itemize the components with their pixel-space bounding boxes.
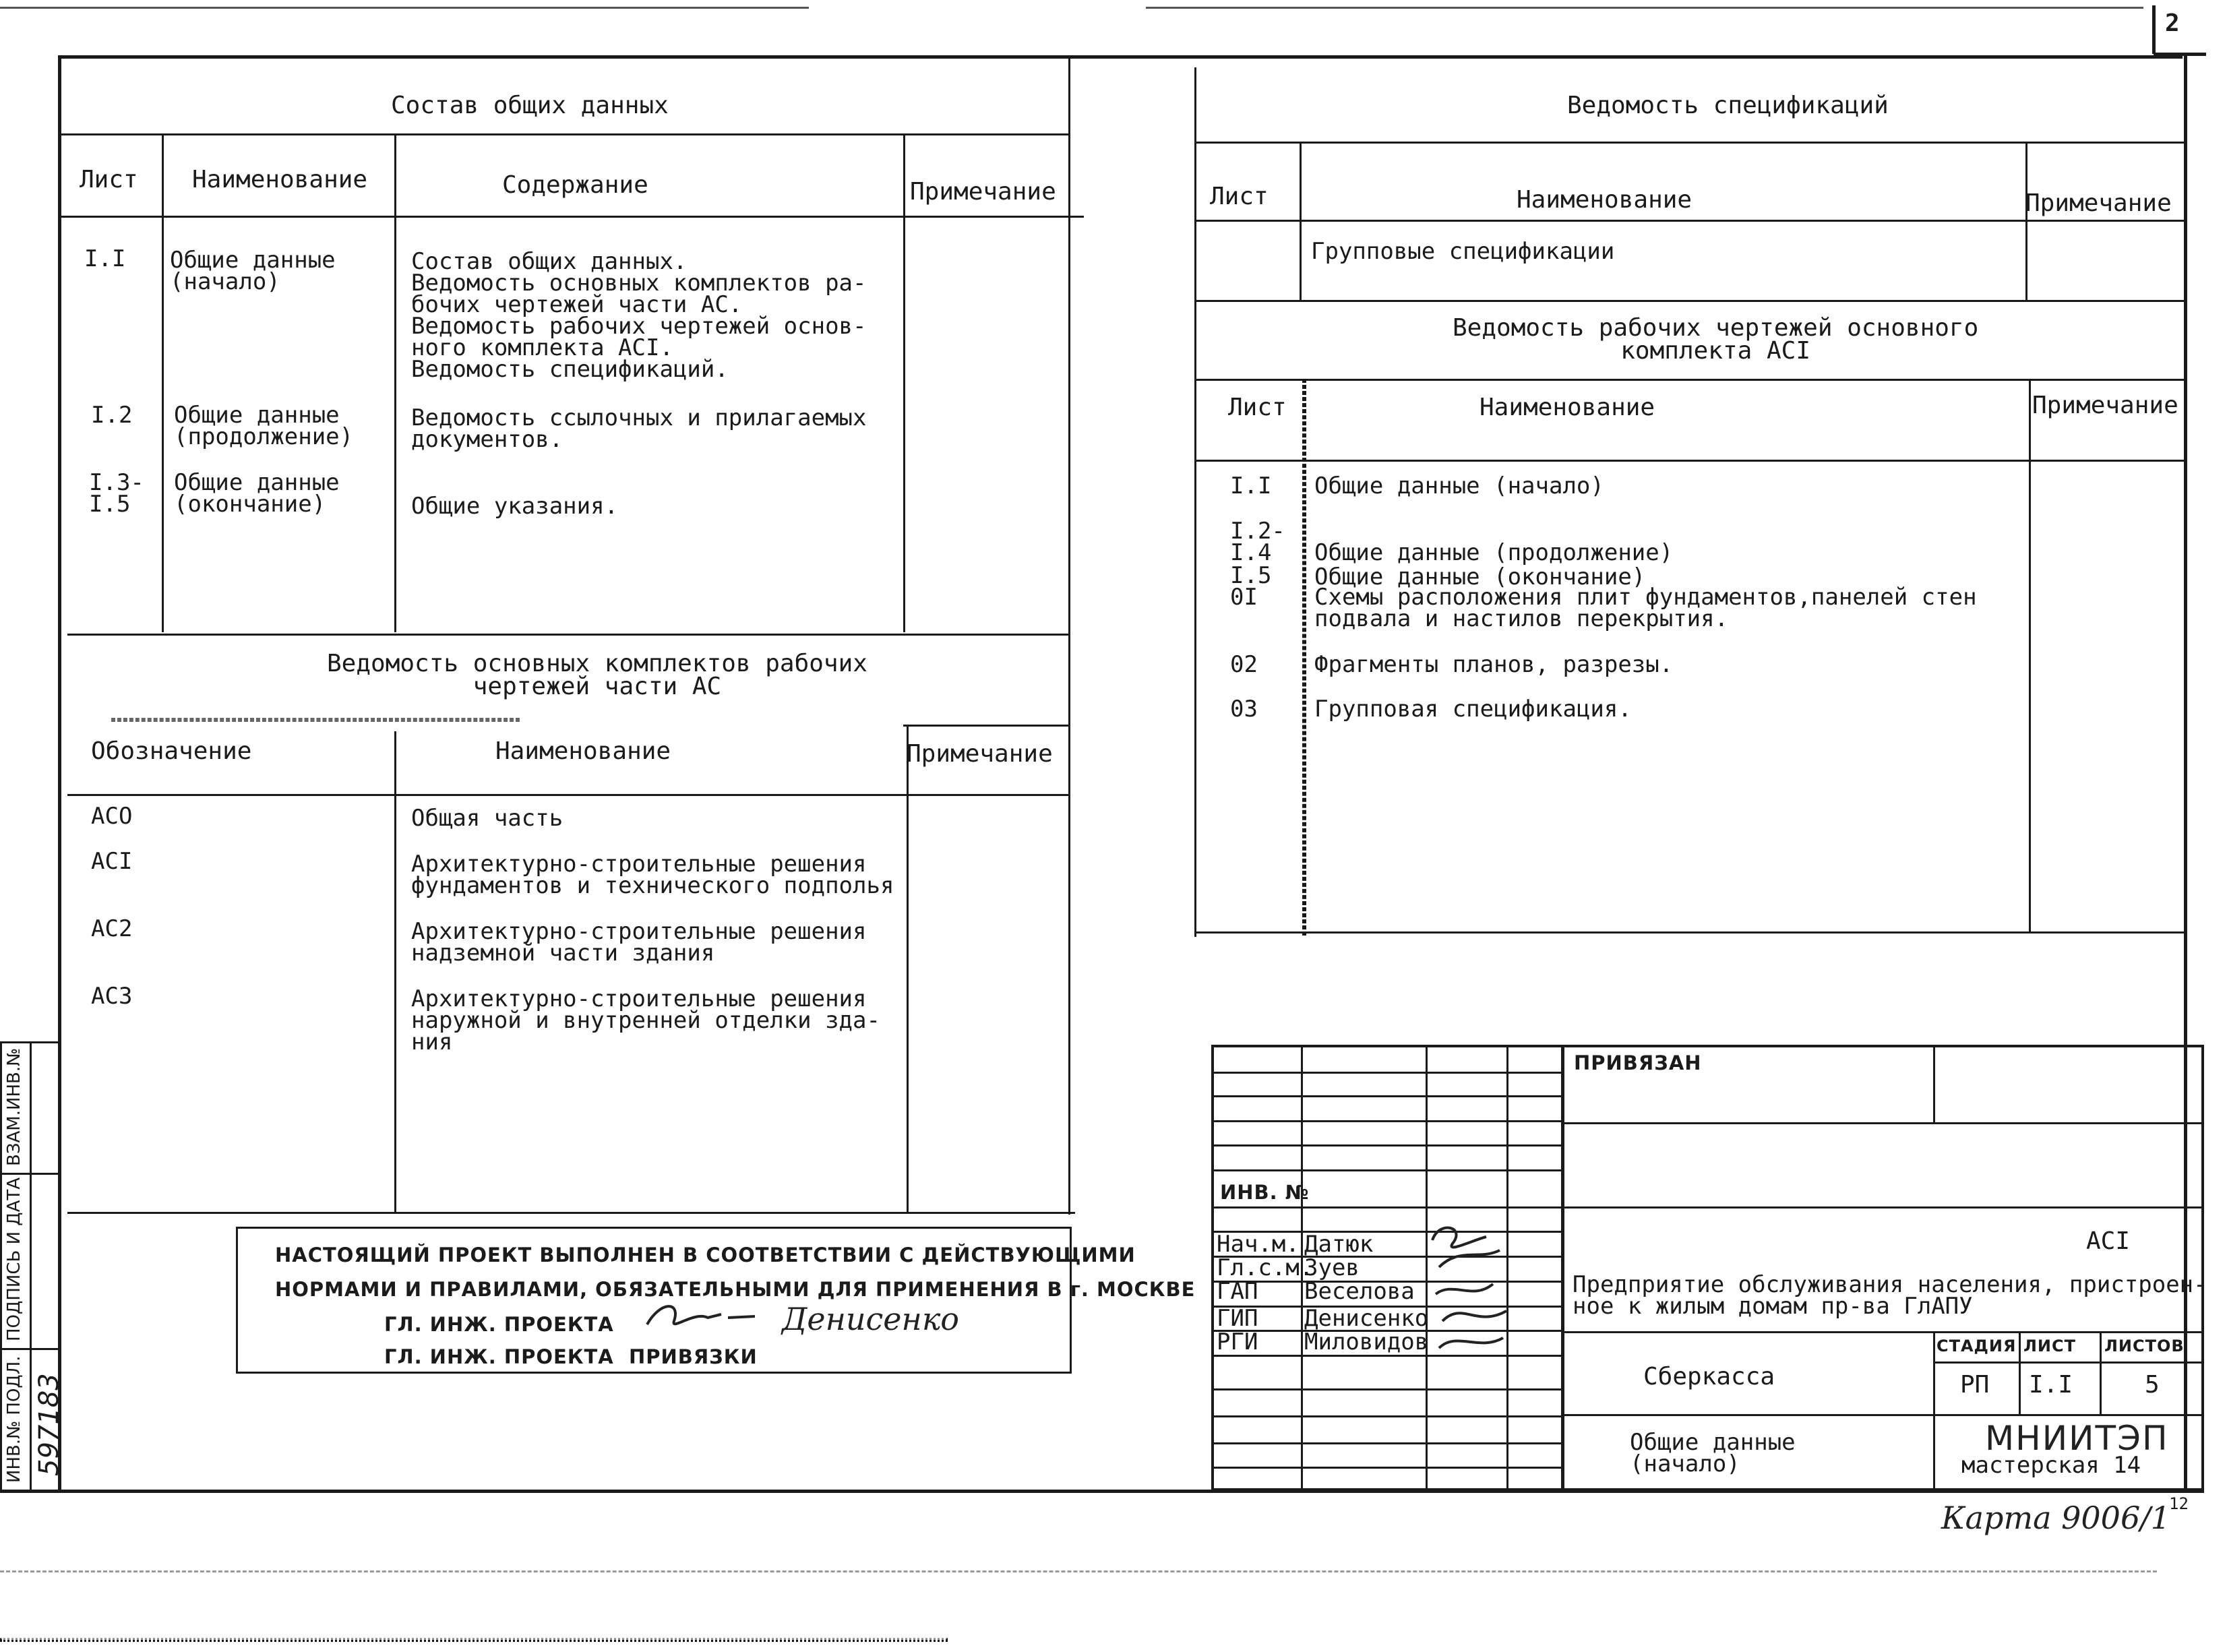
composition-header-name: Наименование <box>192 166 368 193</box>
sets-row1-code: АСО <box>91 803 133 830</box>
tb-grid-h6 <box>1211 1206 1562 1209</box>
specs-header-sheet: Лист <box>1210 183 1269 210</box>
frame-left <box>58 55 61 1491</box>
tb-inv-label: ИНВ. № <box>1220 1181 1310 1204</box>
margin-inv-podl-label: ИНВ.№ ПОДЛ. <box>4 1355 24 1483</box>
specs-row1-name: Групповые спецификации <box>1311 238 1615 265</box>
tb-right-v-list <box>2019 1331 2021 1414</box>
frame-top <box>59 55 2183 59</box>
tb-grid-h14 <box>1211 1415 1562 1417</box>
drawings-title: Ведомость рабочих чертежей основного комплекта АСI <box>1453 314 1979 365</box>
sets-header-name: Наименование <box>495 737 671 765</box>
tb-name-4: Денисенко <box>1304 1305 1429 1332</box>
composition-col3 <box>903 133 905 632</box>
composition-header-sheet: Лист <box>80 166 138 193</box>
sets-title: Ведомость основных комплектов рабочих чертежей части АС <box>327 650 867 700</box>
drawings-row4-sheet: 0I <box>1230 584 1258 611</box>
drawings-header-sheet: Лист <box>1228 394 1287 421</box>
drawings-row6-name: Групповая спецификация. <box>1314 696 1632 723</box>
tb-role-1: Нач.м. <box>1217 1231 1300 1258</box>
specs-title: Ведомость спецификаций <box>1567 92 1889 119</box>
drawings-row2-sheet: I.2- I.4 <box>1230 518 1285 566</box>
notice-line-4: ГЛ. ИНЖ. ПРОЕКТА ПРИВЯЗКИ <box>384 1345 758 1368</box>
tb-name-3: Веселова <box>1304 1278 1415 1305</box>
drawings-header-bottom <box>1194 460 2184 462</box>
tb-signatures-icon <box>1426 1220 1520 1362</box>
composition-row3-content: Общие указания. <box>411 493 619 520</box>
tb-stage-header: СТАДИЯ <box>1936 1337 2017 1355</box>
sets-row3-name: Архитектурно-строительные решения надземной части здания <box>411 918 867 967</box>
footer-sup: 12 <box>2169 1494 2189 1513</box>
tb-right-v-privyazan <box>1933 1045 1935 1122</box>
tb-grid-h15 <box>1211 1442 1562 1444</box>
composition-row2-content: Ведомость ссылочных и прилагаемых документов. <box>411 404 867 453</box>
drawings-header-note: Примечание <box>2032 392 2178 419</box>
composition-row1-content: Состав общих данных. Ведомость основных комплектов ра- бочих чертежей части АС. Ведомость рабочих чертежей основ- ного комплекта АСI. Ведомость спецификаций. <box>411 248 867 383</box>
tb-grid-h3 <box>1211 1120 1562 1122</box>
composition-row3-sheet: I.3- I.5 <box>89 469 144 518</box>
tb-sheet-title: Общие данные (начало) <box>1630 1429 1796 1477</box>
tb-role-4: ГИП <box>1217 1305 1258 1332</box>
page-number-box-side <box>2152 5 2156 54</box>
drawings-row1-name: Общие данные (начало) <box>1314 472 1604 499</box>
drawings-bottom <box>1194 931 2184 934</box>
drawings-row5-sheet: 02 <box>1230 651 1258 678</box>
drawings-row4-name: Схемы расположения плит фундаментов,панелей стен подвала и настилов перекрытия. <box>1314 584 1977 632</box>
margin-vzam-label: ВЗАМ.ИНВ.№ <box>4 1047 24 1166</box>
specs-header-bottom <box>1194 220 2184 222</box>
tb-privyazan: ПРИВЯЗАН <box>1574 1051 1702 1074</box>
tb-grid-h5 <box>1211 1169 1562 1171</box>
drawings-row3-name: Общие данные (окончание) <box>1314 563 1646 590</box>
margin-strip-top <box>0 1041 59 1043</box>
drawings-row6-sheet: 03 <box>1230 696 1258 723</box>
tb-code: АСI <box>2086 1227 2131 1255</box>
sets-header-bottom <box>67 794 1068 796</box>
tb-role-2: Гл.с.м. <box>1217 1254 1314 1281</box>
notice-line-1: НАСТОЯЩИЙ ПРОЕКТ ВЫПОЛНЕН В СООТВЕТСТВИИ С ДЕЙСТВУЮЩИМИ <box>275 1244 1136 1266</box>
composition-bottom <box>67 634 1068 636</box>
composition-row1-sheet: I.I <box>84 245 126 272</box>
tb-sheet: I.I <box>2029 1371 2073 1399</box>
tb-right-v-stage <box>1933 1331 1935 1491</box>
tb-org: МНИИТЭП <box>1985 1419 2169 1458</box>
tb-right-h3 <box>1561 1331 2204 1333</box>
drawings-row1-sheet: I.I <box>1230 472 1272 499</box>
right-section-left-border <box>1194 67 1196 937</box>
sets-row2-name: Архитектурно-строительные решения фундаментов и технического подполья <box>411 851 894 899</box>
specs-header-note: Примечание <box>2025 189 2172 217</box>
margin-number: 597183 <box>34 1373 65 1476</box>
composition-row2-sheet: I.2 <box>91 402 133 429</box>
drawings-header-name: Наименование <box>1479 394 1655 421</box>
sets-header-top-right <box>903 725 1068 727</box>
tb-role-5: РГИ <box>1217 1328 1258 1355</box>
tb-right-v-lists <box>2100 1331 2102 1414</box>
composition-row3-name: Общие данные (окончание) <box>174 469 340 518</box>
scan-noise-line-2 <box>0 1638 948 1642</box>
margin-strip-inner <box>30 1041 32 1490</box>
tb-grid-h4 <box>1211 1144 1562 1146</box>
composition-row2-name: Общие данные (продолжение) <box>174 402 354 450</box>
tb-right-h4 <box>1561 1414 2204 1416</box>
tb-grid-h13 <box>1211 1388 1562 1390</box>
tb-grid-h1 <box>1211 1072 1562 1074</box>
sets-row4-code: АС3 <box>91 983 133 1010</box>
sets-col1 <box>394 731 396 1213</box>
drawings-col2 <box>2029 379 2031 931</box>
sets-header-note: Примечание <box>907 740 1053 768</box>
tb-stage: РП <box>1960 1371 1990 1399</box>
specs-col2 <box>2025 142 2027 300</box>
sets-dashed-line <box>111 718 520 722</box>
sets-bottom <box>67 1212 1075 1214</box>
composition-header-top <box>59 133 1068 135</box>
tb-description: Предприятие обслуживания населения, пристроен- ное к жилым домам пр-ва ГлАПУ <box>1573 1271 2207 1320</box>
specs-header-top <box>1194 142 2184 144</box>
margin-strip-div1 <box>0 1173 59 1175</box>
tb-stage-header-bottom <box>1933 1362 2204 1364</box>
tb-name-5: Миловидов <box>1304 1328 1429 1355</box>
tb-name-1: Датюк <box>1304 1231 1374 1258</box>
margin-strip-edge <box>0 1041 2 1490</box>
tb-role-3: ГАП <box>1217 1278 1258 1305</box>
drawings-row2-name: Общие данные (продолжение) <box>1314 539 1674 566</box>
drawings-row3-sheet: I.5 <box>1230 562 1272 589</box>
specs-header-name: Наименование <box>1517 186 1692 214</box>
composition-header-content: Содержание <box>502 171 648 199</box>
sets-row3-code: АС2 <box>91 915 133 942</box>
sets-row4-name: Архитектурно-строительные решения наружной и внутренней отделки зда- ния <box>411 985 880 1056</box>
composition-col1 <box>162 133 164 632</box>
drawings-col1 <box>1302 379 1306 936</box>
notice-line-2: НОРМАМИ И ПРАВИЛАМИ, ОБЯЗАТЕЛЬНЫМИ ДЛЯ ПРИМЕНЕНИЯ В г. МОСКВЕ <box>275 1278 1196 1301</box>
specs-col1 <box>1300 142 1302 300</box>
notice-signature-name: Денисенко <box>782 1301 959 1337</box>
composition-row1-name: Общие данные (начало) <box>170 247 336 295</box>
tb-workshop: мастерская 14 <box>1961 1452 2141 1479</box>
tb-right-h2 <box>1561 1206 2204 1209</box>
drawings-header-top <box>1194 379 2184 381</box>
scan-noise-line-1 <box>0 1570 2157 1572</box>
tb-object: Сберкасса <box>1643 1363 1775 1390</box>
sets-row1-name: Общая часть <box>411 805 563 832</box>
tb-name-2: Зуев <box>1304 1254 1360 1281</box>
tb-list-header: ЛИСТ <box>2023 1337 2077 1355</box>
tb-lists-header: ЛИСТОВ <box>2104 1337 2185 1355</box>
top-edge-line-2 <box>1146 7 2143 9</box>
tb-grid-h16 <box>1211 1467 1562 1469</box>
sets-header-code: Обозначение <box>91 737 252 765</box>
sets-row2-code: АСI <box>91 848 133 875</box>
top-edge-line <box>0 7 809 9</box>
composition-title: Состав общих данных <box>391 92 669 119</box>
sets-col2 <box>907 725 909 1213</box>
notice-line-3: ГЛ. ИНЖ. ПРОЕКТА <box>384 1313 614 1336</box>
tb-grid-h2 <box>1211 1095 1562 1097</box>
drawings-row5-name: Фрагменты планов, разрезы. <box>1314 651 1674 678</box>
composition-header-bottom <box>59 216 1084 218</box>
margin-podpis-label: ПОДПИСЬ И ДАТА <box>4 1177 24 1341</box>
footer-note: Карта 9006/1 <box>1941 1500 2170 1536</box>
tb-grid-v4 <box>1561 1045 1564 1491</box>
tb-sheets: 5 <box>2145 1371 2160 1399</box>
composition-col2 <box>394 133 396 632</box>
tb-right-h1 <box>1561 1122 2204 1124</box>
specs-row-bottom <box>1194 300 2184 302</box>
composition-header-note: Примечание <box>910 178 1056 206</box>
page-number: 2 <box>2165 9 2180 37</box>
left-section-right-border <box>1068 55 1070 1215</box>
margin-strip-div2 <box>0 1348 59 1350</box>
chief-engineer-signature-icon <box>640 1297 762 1338</box>
